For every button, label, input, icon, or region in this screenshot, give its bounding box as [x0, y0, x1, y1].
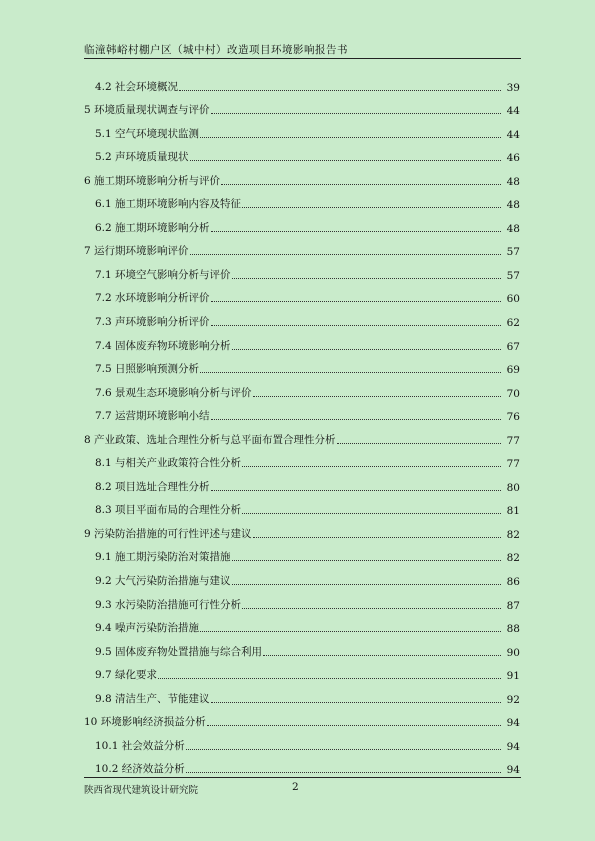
- toc-dot-leader: [337, 443, 501, 444]
- toc-dot-leader: [190, 160, 501, 161]
- toc-dot-leader: [242, 608, 501, 609]
- toc-dot-leader: [207, 725, 501, 726]
- toc-entry[interactable]: [84, 753, 520, 777]
- toc-dot-leader: [158, 678, 501, 679]
- toc-dot-leader: [232, 560, 501, 561]
- toc-entry[interactable]: [84, 235, 520, 259]
- toc-entry[interactable]: [84, 329, 520, 353]
- toc-entry-title: 6.2 施工期环境影响分析: [95, 221, 210, 234]
- toc-entry[interactable]: [84, 94, 520, 118]
- toc-entry-page: 94: [506, 717, 520, 730]
- toc-dot-leader: [232, 349, 501, 350]
- toc-entry-page: 77: [506, 458, 520, 471]
- toc-entry[interactable]: [84, 117, 520, 141]
- toc-entry[interactable]: [84, 470, 520, 494]
- toc-dot-leader: [190, 254, 501, 255]
- toc-entry-page: 57: [506, 269, 520, 282]
- toc-entry[interactable]: [84, 70, 520, 94]
- toc-entry-page: 81: [506, 505, 520, 518]
- toc-entry-page: 60: [506, 293, 520, 306]
- toc-dot-leader: [242, 207, 501, 208]
- toc-entry[interactable]: [84, 612, 520, 636]
- toc-dot-leader: [179, 90, 501, 91]
- toc-entry[interactable]: [84, 423, 520, 447]
- toc-entry-page: 87: [506, 599, 520, 612]
- toc-dot-leader: [211, 490, 501, 491]
- toc-entry-page: 48: [506, 222, 520, 235]
- toc-entry-title: 10.2 经济效益分析: [95, 763, 185, 776]
- toc-dot-leader: [186, 772, 501, 773]
- toc-entry-title: 10 环境影响经济损益分析: [84, 716, 206, 729]
- toc-entry-page: 39: [506, 81, 520, 94]
- toc-entry-title: 9.1 施工期污染防治对策措施: [95, 551, 231, 564]
- toc-entry-title: 8.2 项目选址合理性分析: [95, 480, 210, 493]
- toc-entry-title: 7.5 日照影响预测分析: [95, 363, 200, 376]
- toc-entry-page: 46: [506, 152, 520, 165]
- toc-entry[interactable]: [84, 400, 520, 424]
- toc-entry-title: 6.1 施工期环境影响内容及特征: [95, 198, 242, 211]
- toc-entry[interactable]: [84, 706, 520, 730]
- toc-entry-title: 7.4 固体废弃物环境影响分析: [95, 339, 231, 352]
- toc-entry-title: 9.2 大气污染防治措施与建议: [95, 575, 231, 588]
- toc-entry-title: 9.8 清洁生产、节能建议: [95, 692, 210, 705]
- page-number: 2: [292, 781, 299, 793]
- toc-dot-leader: [211, 702, 501, 703]
- toc-entry-title: 9.5 固体废弃物处置措施与综合利用: [95, 645, 263, 658]
- toc-entry-title: 8 产业政策、选址合理性分析与总平面布置合理性分析: [84, 433, 336, 446]
- toc-entry-page: 92: [506, 693, 520, 706]
- toc-entry-title: 10.1 社会效益分析: [95, 739, 185, 752]
- toc-dot-leader: [211, 301, 501, 302]
- toc-entry-title: 6 施工期环境影响分析与评价: [84, 174, 221, 187]
- toc-entry-page: 94: [506, 740, 520, 753]
- toc-entry[interactable]: [84, 659, 520, 683]
- toc-entry-page: 48: [506, 175, 520, 188]
- toc-dot-leader: [200, 137, 501, 138]
- toc-entry-page: 57: [506, 246, 520, 259]
- toc-entry[interactable]: [84, 164, 520, 188]
- toc-entry-title: 9.3 水污染防治措施可行性分析: [95, 598, 242, 611]
- toc-entry-title: 8.3 项目平面布局的合理性分析: [95, 504, 242, 517]
- toc-dot-leader: [253, 537, 501, 538]
- toc-dot-leader: [232, 278, 501, 279]
- toc-entry-title: 9.7 绿化要求: [95, 669, 158, 682]
- footer-organization: 陕西省现代建筑设计研究院: [84, 785, 199, 796]
- toc-entry-title: 5 环境质量现状调查与评价: [84, 104, 210, 117]
- toc-entry[interactable]: [84, 141, 520, 165]
- toc-entry-title: 5.1 空气环境现状监测: [95, 127, 200, 140]
- table-of-contents: [84, 70, 520, 776]
- toc-entry-page: 44: [506, 105, 520, 118]
- toc-entry-title: 9.4 噪声污染防治措施: [95, 622, 200, 635]
- toc-entry[interactable]: [84, 517, 520, 541]
- toc-dot-leader: [242, 513, 501, 514]
- toc-dot-leader: [221, 184, 501, 185]
- running-header: 临潼韩峪村棚户区（城中村）改造项目环境影响报告书: [84, 44, 348, 56]
- toc-entry-page: 69: [506, 364, 520, 377]
- toc-dot-leader: [232, 584, 501, 585]
- toc-dot-leader: [211, 113, 501, 114]
- toc-entry-page: 77: [506, 434, 520, 447]
- toc-entry-title: 9 污染防治措施的可行性评述与建议: [84, 527, 252, 540]
- toc-dot-leader: [211, 231, 501, 232]
- header-divider: [84, 58, 521, 59]
- toc-entry[interactable]: [84, 353, 520, 377]
- toc-entry-page: 91: [506, 670, 520, 683]
- toc-entry[interactable]: [84, 188, 520, 212]
- toc-entry-title: 7.6 景观生态环境影响分析与评价: [95, 386, 252, 399]
- toc-dot-leader: [186, 749, 501, 750]
- toc-entry[interactable]: [84, 494, 520, 518]
- toc-entry[interactable]: [84, 447, 520, 471]
- toc-entry-page: 48: [506, 199, 520, 212]
- toc-dot-leader: [263, 655, 501, 656]
- toc-dot-leader: [253, 396, 501, 397]
- toc-entry-title: 7.2 水环境影响分析评价: [95, 292, 210, 305]
- toc-entry-title: 7 运行期环境影响评价: [84, 245, 189, 258]
- toc-entry-page: 76: [506, 411, 520, 424]
- toc-entry[interactable]: [84, 635, 520, 659]
- toc-entry-title: 8.1 与相关产业政策符合性分析: [95, 457, 242, 470]
- toc-entry-page: 82: [506, 552, 520, 565]
- toc-entry-page: 90: [506, 646, 520, 659]
- toc-dot-leader: [200, 372, 501, 373]
- toc-entry-title: 7.7 运营期环境影响小结: [95, 410, 210, 423]
- toc-entry[interactable]: [84, 376, 520, 400]
- toc-entry-page: 86: [506, 576, 520, 589]
- toc-entry-page: 70: [506, 387, 520, 400]
- toc-dot-leader: [242, 466, 501, 467]
- toc-entry[interactable]: [84, 541, 520, 565]
- toc-entry-page: 94: [506, 764, 520, 777]
- toc-entry-title: 5.2 声环境质量现状: [95, 151, 189, 164]
- toc-entry-page: 82: [506, 528, 520, 541]
- toc-entry[interactable]: [84, 211, 520, 235]
- toc-entry-page: 44: [506, 128, 520, 141]
- toc-entry[interactable]: [84, 564, 520, 588]
- toc-entry-title: 7.3 声环境影响分析评价: [95, 316, 210, 329]
- toc-dot-leader: [211, 419, 501, 420]
- toc-entry-page: 88: [506, 623, 520, 636]
- toc-entry[interactable]: [84, 282, 520, 306]
- toc-entry[interactable]: [84, 305, 520, 329]
- toc-entry[interactable]: [84, 682, 520, 706]
- toc-entry-page: 62: [506, 317, 520, 330]
- toc-entry-page: 80: [506, 481, 520, 494]
- toc-entry[interactable]: [84, 729, 520, 753]
- toc-entry[interactable]: [84, 588, 520, 612]
- toc-dot-leader: [211, 325, 501, 326]
- toc-entry-title: 4.2 社会环境概况: [95, 80, 179, 93]
- toc-dot-leader: [200, 631, 501, 632]
- toc-entry[interactable]: [84, 258, 520, 282]
- toc-entry-page: 67: [506, 340, 520, 353]
- footer-divider: [84, 777, 521, 778]
- toc-entry-title: 7.1 环境空气影响分析与评价: [95, 268, 231, 281]
